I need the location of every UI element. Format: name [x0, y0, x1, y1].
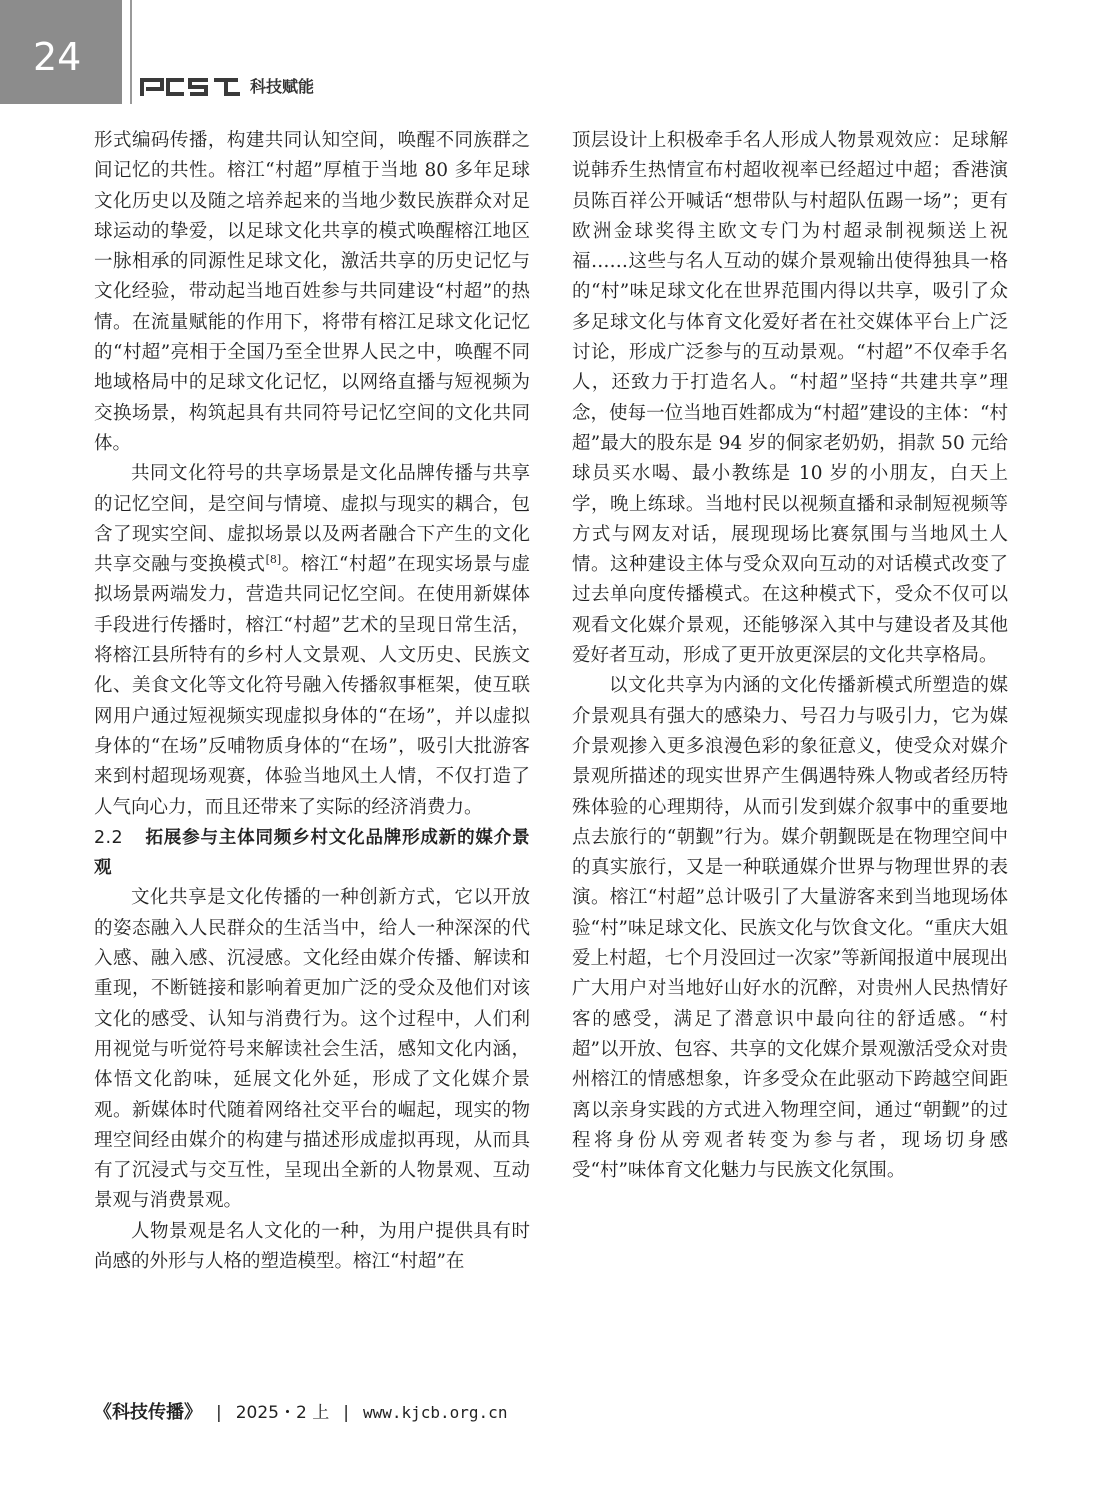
paragraph: 顶层设计上积极牵手名人形成人物景观效应：足球解说韩乔生热情宣布村超收视率已经超过中超；香港演员陈百祥公开喊话“想带队与村超队伍踢一场”；更有欧洲金球奖得主欧文专门为村超录制视频送上祝福……这些与名人互动的媒介景观输出使得独具一格的“村”味足球文化在世界范围内得以共享，吸引了众多足球文化与体育文化爱好者在社交媒体平台上广泛讨论，形成广泛参与的互动景观。“村超”不仅牵手名人，还致力于打造名人。“村超”坚持“共建共享”理念，使每一位当地百姓都成为“村超”建设的主体：“村超”最大的股东是 94 岁的侗家老奶奶，捐款 50 元给球员买水喝、最小教练是 10 岁的小朋友，白天上学，晚上练球。当地村民以视频直播和录制短视频等方式与网友对话，展现现场比赛氛围与当地风土人情。这种建设主体与受众双向互动的对话模式改变了过去单向度传播模式。在这种模式下，受众不仅可以观看文化媒介景观，还能够深入其中与建设者及其他爱好者互动，形成了更开放更深层的文化共享格局。: [572, 130, 1008, 667]
journal-url: www.kjcb.org.cn: [362, 1403, 508, 1422]
paragraph: 人物景观是名人文化的一种，为用户提供具有时尚感的外形与人格的塑造模型。榕江“村超”在: [94, 1220, 530, 1272]
journal-name: 《科技传播》: [94, 1402, 202, 1423]
paragraph-text: 。榕江“村超”在现实场景与虚拟场景两端发力，营造共同记忆空间。在使用新媒体手段进行传播时，榕江“村超”艺术的呈现日常生活，将榕江县所特有的乡村人文景观、人文历史、民族文化、美食文化等文化符号融入传播叙事框架，使互联网用户通过短视频实现虚拟身体的“在场”，并以虚拟身体的“在场”反哺物质身体的“在场”，吸引大批游客来到村超现场观赛，体验当地风土人情，不仅打造了人气向心力，而且还带来了实际的经济消费力。: [94, 554, 530, 818]
paragraph-text: 共同文化符号的共享场景是文化品牌传播与共享的记忆空间，是空间与情境、虚拟与现实的耦合，包含了现实空间、虚拟场景以及两者融合下产生的文化共享交融与变换模式: [94, 463, 530, 576]
section-tag: 科技赋能: [250, 77, 315, 96]
issue-label: 2025・2 上: [235, 1403, 330, 1423]
section-title: 拓展参与主体同频乡村文化品牌形成新的媒介景观: [94, 827, 530, 879]
page-number-box: [0, 0, 122, 104]
page-number: 24: [33, 35, 82, 79]
left-column: [94, 126, 530, 1277]
page-footer: [94, 1398, 507, 1424]
citation-marker: [8]: [265, 553, 282, 567]
paragraph: 形式编码传播，构建共同认知空间，唤醒不同族群之间记忆的共性。榕江“村超”厚植于当地 80 多年足球文化历史以及随之培养起来的当地少数民族群众对足球运动的挚爱，以足球文化共享的模式唤醒榕江地区一脉相承的同源性足球文化，激活共享的历史记忆与文化经验，带动起当地百姓参与共同建设“村超”的热情。在流量赋能的作用下，将带有榕江足球文化记忆的“村超”亮相于全国乃至全世界人民之中，唤醒不同地域格局中的足球文化记忆，以网络直播与短视频为交换场景，构筑起具有共同符号记忆空间的文化共同体。: [94, 130, 530, 454]
header-divider: [130, 0, 132, 104]
paragraph: 文化共享是文化传播的一种创新方式，它以开放的姿态融入人民群众的生活当中，给人一种深深的代入感、融入感、沉浸感。文化经由媒介传播、解读和重现，不断链接和影响着更加广泛的受众及他们对该文化的感受、认知与消费行为。这个过程中，人们利用视觉与听觉符号来解读社会生活，感知文化内涵，体悟文化韵味，延展文化外延，形成了文化媒介景观。新媒体时代随着网络社交平台的崛起，现实的物理空间经由媒介的构建与描述形成虚拟再现，从而具有了沉浸式与交互性，呈现出全新的人物景观、互动景观与消费景观。: [94, 887, 530, 1212]
section-number: 2.2: [94, 827, 124, 848]
section-heading: [94, 823, 530, 884]
paragraph-with-citation: [94, 459, 530, 823]
footer-separator: |: [216, 1403, 222, 1423]
paragraph: 以文化共享为内涵的文化传播新模式所塑造的媒介景观具有强大的感染力、号召力与吸引力，它为媒介景观掺入更多浪漫色彩的象征意义，使受众对媒介景观所描述的现实世界产生偶遇特殊人物或者经历特殊体验的心理期待，从而引发到媒介叙事中的重要地点去旅行的“朝觐”行为。媒介朝觐既是在物理空间中的真实旅行，又是一种联通媒介世界与物理世界的表演。榕江“村超”总计吸引了大量游客来到当地现场体验“村”味足球文化、民族文化与饮食文化。“重庆大姐爱上村超，七个月没回过一次家”等新闻报道中展现出广大用户对当地好山好水的沉醉，对贵州人民热情好客的感受，满足了潜意识中最向往的舒适感。“村超”以开放、包容、共享的文化媒介景观激活受众对贵州榕江的情感想象，许多受众在此驱动下跨越空间距离以亲身实践的方式进入物理空间，通过“朝觐”的过程将身份从旁观者转变为参与者，现场切身感受“村”味体育文化魅力与民族文化氛围。: [572, 675, 1008, 1182]
footer-separator: |: [343, 1403, 349, 1423]
right-column: [572, 126, 1008, 1186]
pcst-logo: [140, 76, 244, 98]
